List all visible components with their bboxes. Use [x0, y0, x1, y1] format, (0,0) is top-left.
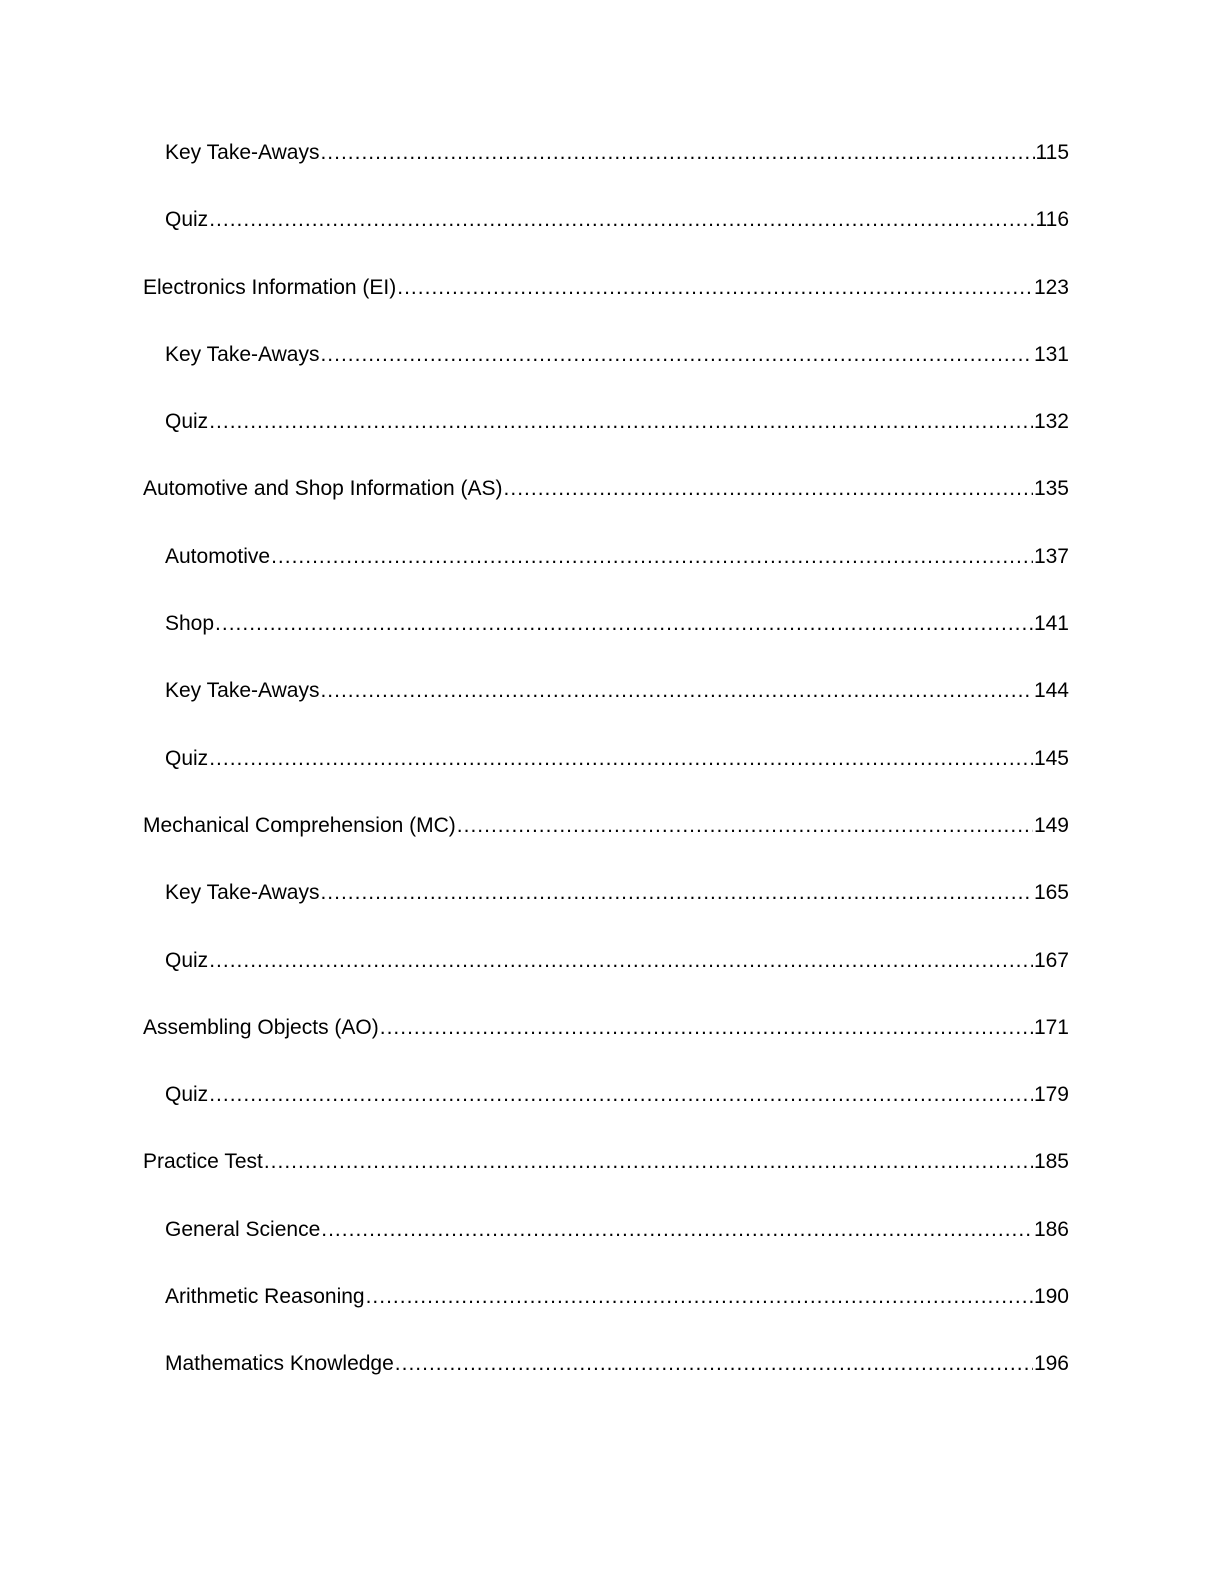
toc-entry[interactable]	[143, 402, 1069, 469]
toc-entry-title: Key Take-Aways	[165, 342, 320, 366]
toc-entry-title: Quiz	[165, 948, 209, 972]
toc-entry-page-number: 116	[1035, 208, 1069, 232]
toc-dot-leader	[320, 873, 1032, 913]
toc-entry[interactable]	[143, 1075, 1069, 1142]
toc-entry[interactable]	[143, 1210, 1069, 1277]
toc-entry-title: Electronics Information (EI)	[143, 275, 397, 299]
toc-entry-title: Mechanical Comprehension (MC)	[143, 813, 456, 837]
toc-dot-leader	[209, 941, 1033, 981]
toc-dot-leader	[395, 1344, 1033, 1384]
toc-entry-title: Quiz	[165, 208, 209, 232]
toc-entry[interactable]	[143, 739, 1069, 806]
toc-entry-page-number: 165	[1033, 881, 1069, 905]
toc-dot-leader	[320, 335, 1032, 375]
toc-entry-page-number: 179	[1033, 1083, 1069, 1107]
toc-entry[interactable]	[143, 941, 1069, 1008]
toc-dot-leader	[271, 537, 1033, 577]
toc-entry-page-number: 149	[1033, 813, 1069, 837]
toc-entry-page-number: 144	[1033, 679, 1069, 703]
toc-entry-title: Key Take-Aways	[165, 881, 320, 905]
toc-dot-leader	[321, 1210, 1033, 1250]
toc-entry[interactable]	[143, 873, 1069, 940]
toc-entry-title: Practice Test	[143, 1150, 263, 1174]
toc-entry-page-number: 171	[1033, 1015, 1069, 1039]
toc-entry-title: Mathematics Knowledge	[165, 1352, 394, 1376]
toc-entry-page-number: 186	[1033, 1217, 1069, 1241]
toc-entry-title: Automotive and Shop Information (AS)	[143, 477, 503, 501]
toc-entry-page-number: 196	[1033, 1352, 1069, 1376]
toc-dot-leader	[209, 402, 1033, 442]
toc-entry[interactable]	[143, 1142, 1069, 1209]
toc-dot-leader	[209, 739, 1033, 779]
table-of-contents	[143, 133, 1069, 1412]
toc-entry-title: Automotive	[165, 544, 271, 568]
toc-entry[interactable]	[143, 537, 1069, 604]
toc-dot-leader	[209, 200, 1034, 240]
toc-dot-leader	[504, 469, 1033, 509]
toc-entry[interactable]	[143, 1277, 1069, 1344]
toc-dot-leader	[457, 806, 1033, 846]
toc-entry-title: Assembling Objects (AO)	[143, 1015, 379, 1039]
toc-entry-page-number: 132	[1033, 410, 1069, 434]
toc-entry-page-number: 145	[1033, 746, 1069, 770]
toc-entry-title: Arithmetic Reasoning	[165, 1285, 365, 1309]
toc-dot-leader	[264, 1142, 1033, 1182]
toc-entry[interactable]	[143, 1344, 1069, 1411]
toc-entry[interactable]	[143, 1008, 1069, 1075]
toc-entry[interactable]	[143, 268, 1069, 335]
toc-entry-page-number: 137	[1033, 544, 1069, 568]
toc-entry-title: Quiz	[165, 410, 209, 434]
toc-entry-page-number: 185	[1033, 1150, 1069, 1174]
toc-entry-title: Key Take-Aways	[165, 679, 320, 703]
toc-entry-page-number: 115	[1035, 141, 1069, 164]
toc-entry[interactable]	[143, 469, 1069, 536]
toc-entry[interactable]	[143, 200, 1069, 267]
toc-entry[interactable]	[143, 335, 1069, 402]
toc-entry-page-number: 167	[1033, 948, 1069, 972]
toc-entry-page-number: 141	[1033, 612, 1069, 636]
toc-dot-leader	[209, 1075, 1033, 1115]
toc-entry-page-number: 123	[1033, 275, 1069, 299]
toc-entry[interactable]	[143, 133, 1069, 200]
toc-entry[interactable]	[143, 671, 1069, 738]
toc-dot-leader	[397, 268, 1033, 308]
toc-dot-leader	[366, 1277, 1033, 1317]
toc-entry-page-number: 131	[1033, 342, 1069, 366]
toc-entry-title: Key Take-Aways	[165, 141, 320, 164]
toc-entry-title: Shop	[165, 612, 215, 636]
toc-dot-leader	[215, 604, 1033, 644]
toc-entry[interactable]	[143, 604, 1069, 671]
toc-dot-leader	[320, 671, 1032, 711]
toc-entry[interactable]	[143, 806, 1069, 873]
toc-entry-title: Quiz	[165, 1083, 209, 1107]
toc-entry-title: General Science	[165, 1217, 321, 1241]
toc-entry-title: Quiz	[165, 746, 209, 770]
toc-entry-page-number: 135	[1033, 477, 1069, 501]
toc-dot-leader	[380, 1008, 1033, 1048]
toc-entry-page-number: 190	[1033, 1285, 1069, 1309]
toc-dot-leader	[320, 133, 1034, 173]
